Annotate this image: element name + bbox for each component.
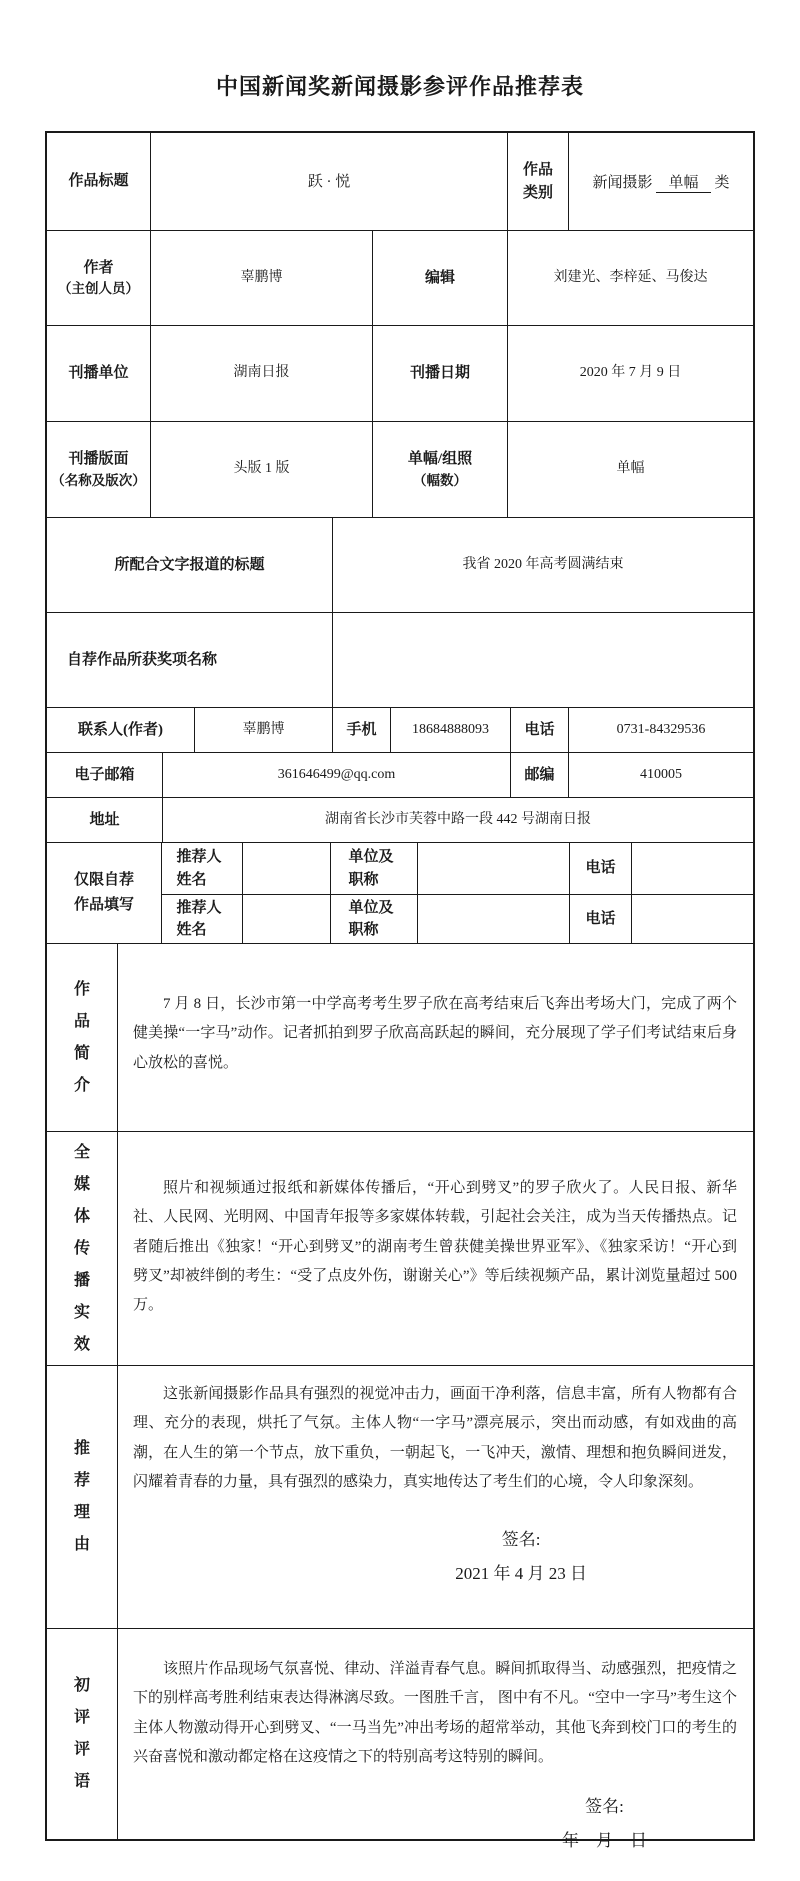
award-label: 自荐作品所获奖项名称	[67, 651, 218, 668]
count-label	[372, 422, 507, 517]
author-value: 辜鹏博	[150, 231, 372, 325]
contact-label: 联系人(作者)	[78, 721, 163, 738]
recommender-phone-value-2	[631, 895, 753, 943]
row-review	[47, 1628, 753, 1850]
self-recommend-row-1	[162, 843, 753, 894]
review-text: 该照片作品现场气氛喜悦、律动、洋溢青春气息。瞬间抓取得当、动感强烈，把疫情之下的别样高考胜利结束表达得淋漓尽致。一图胜千言， 图中有不凡。“空中一字马”考生这个主体人物激动得开心到劈叉、“一马当先”冲出考场的超常举动，其他飞奔到校门口的考生的兴奋喜悦和激动都定格在这疫情之下的特别高考这特别的瞬间。	[133, 1661, 737, 1765]
recommender-org-value	[417, 843, 569, 894]
author-label	[47, 231, 150, 325]
award-value	[332, 613, 753, 707]
row-self-recommend	[47, 842, 753, 943]
work-intro-label-text: 作品简介	[73, 980, 90, 1094]
zip-value: 410005	[568, 753, 753, 797]
page-label-line2: （名称及版次）	[51, 472, 146, 488]
self-recommend-rows	[161, 843, 753, 943]
media-effect-text: 照片和视频通过报纸和新媒体传播后，“开心到劈叉”的罗子欣火了。人民日报、新华社、人民网、光明网、中国青年报等多家媒体转载，引起社会关注，成为当天传播热点。记者随后推出《独家！“开心到劈叉”的湖南考生曾获健美操世界亚军》、《独家采访！“开心到劈叉”却被绊倒的考生：“受了点皮外伤，谢谢关心”》等后续视频产品，累计浏览量超过 500 万。	[133, 1180, 737, 1313]
recommendation-sign-label: 签名:	[501, 1530, 541, 1549]
phone-value: 0731-84329536	[568, 708, 753, 752]
zip-label: 邮编	[510, 753, 568, 797]
count-value: 单幅	[507, 422, 753, 517]
count-label-line1: 单幅/组照	[407, 451, 473, 468]
row-award	[47, 612, 753, 707]
address-label: 地址	[89, 811, 120, 828]
recommendation-content	[117, 1366, 753, 1628]
self-recommend-row-2	[162, 894, 753, 943]
row-publisher	[47, 325, 753, 421]
media-effect-label	[47, 1132, 117, 1365]
review-content	[117, 1629, 753, 1850]
form-title: 中国新闻奖新闻摄影参评作品推荐表	[215, 74, 584, 99]
page-label	[47, 422, 150, 517]
category-underlined: 单幅	[656, 171, 710, 193]
count-label-line2: （幅数）	[413, 472, 467, 488]
row-work-intro	[47, 943, 753, 1131]
recommender-org-label	[330, 843, 417, 894]
headline-value: 我省 2020 年高考圆满结束	[332, 518, 753, 612]
review-sign-label: 签名:	[585, 1797, 624, 1816]
phone-label: 电话	[510, 708, 568, 752]
author-label-line1: 作者	[83, 259, 114, 276]
editor-value: 刘建光、李梓延、马俊达	[507, 231, 753, 325]
recommender-name-label-2	[162, 895, 242, 943]
recommender-org-label-2	[330, 895, 417, 943]
recommender-name-value	[242, 843, 330, 894]
row-work-title	[47, 133, 753, 230]
recommendation-form-table	[45, 131, 755, 1850]
work-category-label-text: 作品类别	[522, 162, 553, 201]
row-contact	[47, 707, 753, 752]
category-suffix: 类	[714, 175, 730, 191]
mobile-label: 手机	[332, 708, 390, 752]
row-media-effect	[47, 1131, 753, 1365]
publish-date-label: 刊播日期	[372, 326, 507, 421]
address-value: 湖南省长沙市芙蓉中路一段 442 号湖南日报	[162, 798, 753, 842]
publisher-label: 刊播单位	[68, 365, 129, 382]
work-category-value	[568, 133, 753, 230]
self-recommend-label	[47, 843, 161, 943]
recommender-org-label-2-text: 单位及职称	[348, 899, 394, 938]
recommender-name-value-2	[242, 895, 330, 943]
recommender-name-label-2-text: 推荐人姓名	[176, 899, 222, 938]
recommendation-label-text: 推荐理由	[73, 1440, 90, 1553]
page-value: 头版 1 版	[150, 422, 372, 517]
recommender-org-label-text: 单位及职称	[348, 849, 394, 888]
row-email	[47, 752, 753, 797]
work-title-value: 跃 · 悦	[150, 133, 507, 230]
page-label-line1: 刊播版面	[68, 451, 129, 468]
work-category-label	[507, 133, 568, 230]
self-recommend-label-text: 仅限自荐作品填写	[73, 871, 134, 913]
review-sign-date: 年 月 日	[562, 1831, 647, 1850]
media-effect-content	[117, 1132, 753, 1365]
recommendation-signature	[455, 1523, 587, 1591]
work-title-label: 作品标题	[68, 173, 129, 190]
review-label	[47, 1629, 117, 1839]
recommendation-sign-date: 2021 年 4 月 23 日	[455, 1564, 587, 1583]
review-label-text: 初评评语	[73, 1677, 90, 1790]
email-value: 361646499@qq.com	[162, 753, 510, 797]
recommender-phone-label: 电话	[569, 843, 631, 894]
recommender-org-value-2	[417, 895, 569, 943]
recommender-name-label-text: 推荐人姓名	[176, 849, 222, 888]
recommender-name-label	[162, 843, 242, 894]
media-effect-label-text: 全媒体传播实效	[73, 1143, 90, 1353]
row-headline	[47, 517, 753, 612]
headline-label: 所配合文字报道的标题	[114, 556, 265, 573]
review-signature	[562, 1790, 647, 1858]
recommender-phone-label-2: 电话	[569, 895, 631, 943]
recommendation-label	[47, 1366, 117, 1628]
editor-label: 编辑	[372, 231, 507, 325]
email-label: 电子邮箱	[74, 766, 135, 783]
mobile-value: 18684888093	[390, 708, 510, 752]
publish-date-value: 2020 年 7 月 9 日	[507, 326, 753, 421]
author-label-line2: （主创人员）	[58, 281, 139, 297]
row-recommendation	[47, 1365, 753, 1628]
category-prefix: 新闻摄影	[592, 175, 653, 191]
row-page	[47, 421, 753, 517]
row-address	[47, 797, 753, 842]
work-intro-text: 7 月 8 日，长沙市第一中学高考考生罗子欣在高考结束后飞奔出考场大门，完成了两个健美操“一字马”动作。记者抓拍到罗子欣高高跃起的瞬间，充分展现了学子们考试结束后身心放松的喜悦。	[133, 996, 737, 1071]
contact-value: 辜鹏博	[194, 708, 332, 752]
work-intro-label	[47, 944, 117, 1131]
work-intro-content	[117, 944, 753, 1131]
row-author	[47, 230, 753, 325]
recommender-phone-value	[631, 843, 753, 894]
recommendation-text: 这张新闻摄影作品具有强烈的视觉冲击力，画面干净利落，信息丰富，所有人物都有合理、充分的表现，烘托了气氛。主体人物“一字马”漂亮展示，突出而动感，有如戏曲的高潮，在人生的第一个节点，放下重负，一朝起飞，一飞冲天，激情、理想和抱负瞬间迸发，闪耀着青春的力量，具有强烈的感染力，真实地传达了考生们的心境，令人印象深刻。	[133, 1386, 737, 1490]
publisher-value: 湖南日报	[150, 326, 372, 421]
